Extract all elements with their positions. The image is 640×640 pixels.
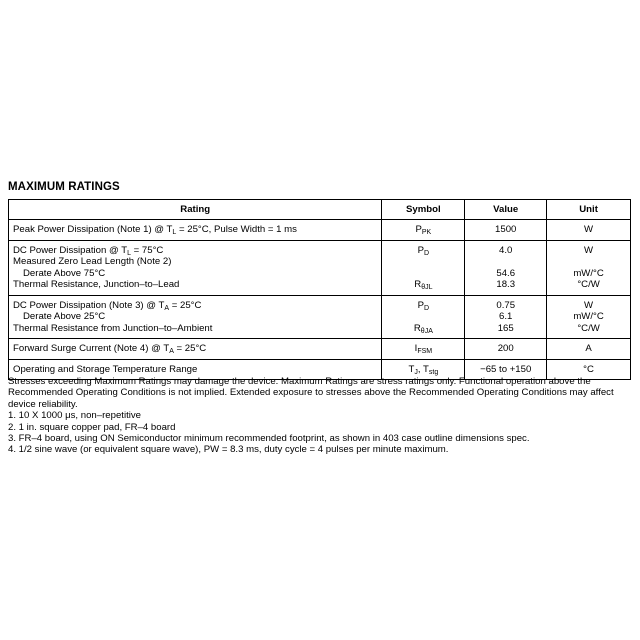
note-item: 1. 10 X 1000 μs, non–repetitive (8, 410, 142, 422)
section-heading: MAXIMUM RATINGS (8, 181, 120, 193)
value-cell: 200 (465, 339, 547, 360)
value-cell: 0.75 6.1 165 (465, 295, 547, 339)
symbol-cell: $I_{FSM}$ (382, 339, 465, 360)
notes-section (8, 376, 632, 456)
header-unit: Unit (547, 200, 631, 220)
unit-cell: W mW/°C °C/W (547, 240, 631, 295)
rating-cell: Peak Power Dissipation (Note 1) @ $T_L = 25^\circ C$, Pulse Width = 1 ms (9, 220, 382, 241)
value-cell: 1500 (465, 220, 547, 241)
symbol-cell: $P_D$ $R_{\theta JL}$ (382, 240, 465, 295)
note-item: 4. 1/2 sine wave (or equivalent square wave), PW = 8.3 ms, duty cycle = 4 pulses per minute maximum. (8, 444, 449, 456)
symbol-cell: $T_J$, $T_{stg}$ (382, 359, 465, 380)
rating-cell: DC Power Dissipation @ $T_L = 75^\circ C$ Measured Zero Lead Length (Note 2) Derate Above 75°C Thermal Resistance, Junction–to–Lead (9, 240, 382, 295)
table-row (9, 220, 631, 241)
table-row (9, 339, 631, 360)
maximum-ratings-table (8, 199, 631, 380)
notes-intro: Stresses exceeding Maximum Ratings may damage the device. Maximum Ratings are stress ratings only. Functional operation above the Recommended Operating Conditions is not implied. Extended exposure to stresses above the Recommended Operating Conditions may affect device reliability. (8, 376, 614, 410)
header-symbol: Symbol (382, 200, 465, 220)
symbol-cell: $P_D$ $R_{\theta JA}$ (382, 295, 465, 339)
unit-cell: °C (547, 359, 631, 380)
unit-cell: W (547, 220, 631, 241)
header-value: Value (465, 200, 547, 220)
rating-cell: Forward Surge Current (Note 4) @ $T_A = 25^\circ C$ (9, 339, 382, 360)
table-row (9, 240, 631, 295)
rating-cell: Operating and Storage Temperature Range (9, 359, 382, 380)
header-rating: Rating (9, 200, 382, 220)
value-cell: 4.0 54.6 18.3 (465, 240, 547, 295)
note-item: 3. FR–4 board, using ON Semiconductor minimum recommended footprint, as shown in 403 case outline dimensions spec. (8, 433, 530, 445)
unit-cell: W mW/°C °C/W (547, 295, 631, 339)
rating-cell: DC Power Dissipation (Note 3) @ $T_A = 25^\circ C$ Derate Above 25°C Thermal Resistance from Junction–to–Ambient (9, 295, 382, 339)
value-cell: −65 to +150 (465, 359, 547, 380)
table-header-row (9, 200, 631, 220)
notes-list (8, 410, 632, 456)
symbol-cell: $P_{PK}$ (382, 220, 465, 241)
unit-cell: A (547, 339, 631, 360)
note-item: 2. 1 in. square copper pad, FR–4 board (8, 421, 176, 433)
table-row (9, 295, 631, 339)
